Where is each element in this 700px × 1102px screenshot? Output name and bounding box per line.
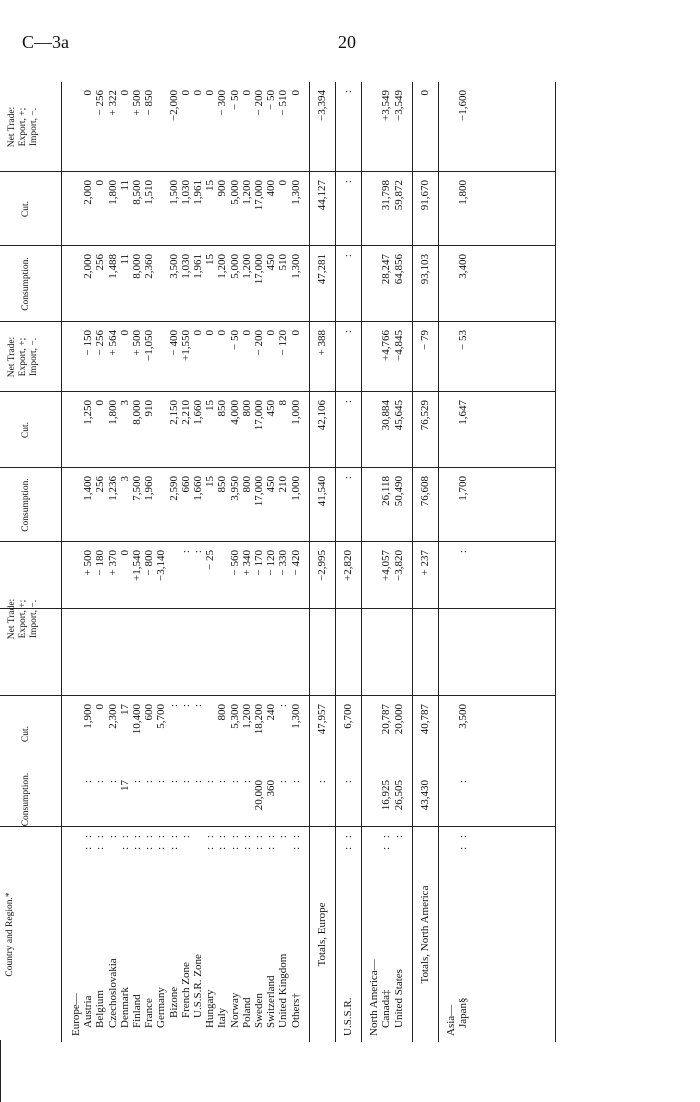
table-cell: 450 [265,476,278,493]
table-cell: 18,200 [253,704,265,735]
table-cell: 8,000 [131,400,143,425]
table-cell: 17 [118,780,131,791]
row-leader: : : [240,832,253,850]
table-cell: : [192,704,204,708]
table-cell: +2,820 [342,550,354,581]
row-leader: : : [143,832,156,850]
header-cut: Cut. [21,421,31,439]
country-name: Japan§ [457,997,470,1028]
pulpwood-table [0,82,556,1042]
table-cell: 5,700 [155,704,168,729]
table-cell: 660 [179,476,192,493]
table-cell: 0 [94,400,107,406]
table-cell: 4,000 [228,400,241,425]
table-cell: − 850 [143,90,156,116]
table-cell: : [315,780,328,784]
table-cell: 59,872 [392,180,405,211]
table-cell: 1,961 [192,254,204,279]
country-name: Hungary [204,989,217,1028]
row-leader: : : [228,832,241,850]
country-name: France [143,998,156,1028]
header-net-trade: Net Trade: [7,106,17,148]
table-cell: 2,000 [82,254,95,279]
table-cell: 400 [265,180,278,197]
table-cell: 1,647 [457,400,470,425]
table-cell: 40,787 [418,704,431,735]
table-cell: 450 [265,254,278,271]
table-cell: 26,118 [380,476,393,506]
table-cell: 3,500 [167,254,180,279]
table-cell: 800 [240,476,253,493]
table-cell: 15 [204,400,217,411]
table-cell: 1,961 [192,180,204,205]
table-cell: : [179,780,192,784]
table-cell: − 800 [143,550,156,576]
table-cell: : [277,780,290,784]
row-leader: : : [82,832,95,850]
table-cell: 0 [289,330,302,336]
row-leader: : : [167,832,180,850]
totals-rule [412,82,413,1042]
table-cell: 20,000 [392,704,405,735]
table-cell: 1,000 [289,400,302,425]
table-cell: : [342,254,354,258]
table-cell: + 564 [106,330,119,356]
table-cell: : [155,780,168,784]
table-cell: 11 [118,254,131,265]
table-cell: − 300 [216,90,229,116]
table-cell: −3,820 [392,550,405,581]
table-cell: − 420 [289,550,302,576]
country-name: United States [392,969,405,1028]
country-name: Denmark [118,987,131,1028]
table-cell: −3,140 [155,550,168,581]
table-cell: 5,300 [228,704,241,729]
country-name: Belgium [94,990,107,1028]
header-consumption: Consumption. [21,257,31,311]
country-name: Norway [228,992,241,1028]
country-name: Canada‡ [380,989,393,1028]
table-cell: 0 [118,550,131,556]
table-cell: − 120 [277,330,290,356]
table-cell: 3,400 [457,254,470,279]
table-cell: 1,000 [289,476,302,501]
table-cell: 5,000 [228,254,241,279]
table-cell: − 200 [253,330,265,356]
table-cell: 76,529 [418,400,431,431]
header-net-trade: Import, −. [29,107,39,147]
table-cell: 1,660 [192,400,204,425]
table-cell: 910 [143,400,156,417]
table-cell: : [289,780,302,784]
row-leader: : : [342,832,354,850]
table-cell: − 180 [94,550,107,576]
table-cell: 0 [82,90,95,96]
table-cell: 20,787 [380,704,393,735]
table-cell: : [167,704,180,708]
table-cell: 15 [204,180,217,191]
row-leader: : [277,832,290,839]
table-cell: 1,900 [82,704,95,729]
table-cell: − 120 [265,550,278,576]
table-cell: − 170 [253,550,265,576]
country-name: Czechoslovakia [106,958,119,1028]
country-name: French Zone [179,962,192,1018]
table-cell: 2,590 [167,476,180,501]
country-name: Italy [216,1007,229,1028]
table-cell: 0 [289,90,302,96]
table-cell: 11 [118,180,131,191]
table-cell: : [342,90,354,94]
table-cell: 16,925 [380,780,393,811]
table-cell: 1,488 [106,254,119,279]
row-leader: : [392,832,405,839]
table-cell: +4,057 [380,550,393,581]
totals-europe-label: Totals, Europe [315,902,328,967]
row-leader: : : [265,832,278,850]
table-cell: 20,000 [253,780,265,811]
table-cell: 64,856 [392,254,405,285]
table-cell: − 53 [457,330,470,350]
table-cell: + 237 [418,550,431,576]
table-cell: 0 [192,330,204,336]
table-cell: +1,550 [179,330,192,361]
table-cell: 28,247 [380,254,393,285]
totals-north-america-label: Totals, North America [418,885,431,984]
table-cell: + 500 [131,90,143,116]
table-cell: 0 [204,90,217,96]
table-cell: 47,957 [315,704,328,735]
table-cell: : [94,780,107,784]
row-leader: : : [131,832,143,850]
rotated-table-container [0,82,654,1042]
table-cell: 0 [240,90,253,96]
header-consumption: Consumption. [21,772,31,827]
table-cell: 1,250 [82,400,95,425]
table-cell: −1,050 [143,330,156,361]
row-leader: : [106,832,119,839]
table-cell: 900 [216,180,229,197]
table-cell: 1,500 [167,180,180,205]
row-leader: : : [94,832,107,850]
totals-rule [309,82,310,1042]
row-leader: : : [155,832,168,850]
header-consumption: Consumption. [21,478,31,532]
table-cell: 0 [240,330,253,336]
table-cell: 0 [204,330,217,336]
table-cell: 256 [94,476,107,493]
table-cell: : [457,780,470,784]
table-cell: 2,210 [179,400,192,425]
table-cell: 3,500 [457,704,470,729]
table-cell: 42,106 [315,400,328,431]
table-cell: −3,394 [315,90,328,121]
table-cell: 76,608 [418,476,431,507]
table-cell: : [342,476,354,480]
table-cell: 0 [94,180,107,186]
table-cell: : [277,704,290,708]
table-cell: 50,490 [392,476,405,507]
table-cell: : [179,550,192,554]
table-cell: : [342,180,354,184]
country-name: Bizone [167,986,180,1018]
table-cell: 1,800 [457,180,470,205]
table-cell: 8 [277,400,290,406]
table-cell: −2,000 [167,90,180,121]
table-cell: 210 [277,476,290,493]
table-cell: 31,798 [380,180,393,211]
table-cell: 1,510 [143,180,156,205]
header-net-trade: Import, −. [29,337,39,377]
header-net-trade: Net Trade: [7,336,17,378]
table-cell: 240 [265,704,278,721]
table-cell: 43,430 [418,780,431,811]
table-cell: − 25 [204,550,217,570]
table-cell: − 330 [277,550,290,576]
country-name: Austria [82,995,95,1028]
table-cell: 0 [418,90,431,96]
table-cell: 0 [118,90,131,96]
row-leader: : : [253,832,265,850]
table-cell: −4,845 [392,330,405,361]
row-leader: : : [118,832,131,850]
table-cell: 3 [118,476,131,482]
table-cell: 1,300 [289,254,302,279]
table-cell: : [240,780,253,784]
table-cell: −3,549 [392,90,405,121]
table-cell: 10,400 [131,704,143,735]
country-name: U.S.S.R. Zone [192,954,204,1018]
table-cell: 17,000 [253,180,265,211]
country-name: Finland [131,994,143,1028]
table-cell: − 150 [82,330,95,356]
table-cell: 17,000 [253,476,265,507]
header-bottom-rule [61,82,62,1042]
table-cell: 450 [265,400,278,417]
table-cell: 1,400 [82,476,95,501]
table-cell: + 500 [82,550,95,576]
table-cell: + 370 [106,550,119,576]
country-name: Switzerland [265,975,278,1028]
row-leader: : : [216,832,229,850]
table-cell: − 50 [265,90,278,110]
region-label-asia: Asia— [445,1004,457,1036]
row-leader: : : [457,832,470,850]
table-cell: − 256 [94,330,107,356]
table-cell: −2,995 [315,550,328,581]
table-cell: 1,800 [106,400,119,425]
table-cell: 2,300 [106,704,119,729]
table-cell: 0 [265,330,278,336]
row-leader: : : [204,832,217,850]
table-cell: 1,300 [289,180,302,205]
table-cell: 44,127 [315,180,328,211]
table-cell: − 79 [418,330,431,350]
row-leader: : [179,832,192,839]
table-cell: 17,000 [253,254,265,285]
table-cell: 6,700 [342,704,354,729]
table-cell: 510 [277,254,290,271]
table-cell: 1,236 [106,476,119,501]
table-cell: 1,030 [179,254,192,279]
table-cell: 15 [204,476,217,487]
table-cell: 850 [216,476,229,493]
table-cell: − 200 [253,90,265,116]
table-cell: : [167,780,180,784]
table-cell: 1,200 [240,180,253,205]
table-cell: 17 [118,704,131,715]
table-cell: − 50 [228,330,241,350]
table-cell: 17,000 [253,400,265,431]
table-cell: : [457,550,470,554]
table-cell: 256 [94,254,107,271]
table-cell: 91,670 [418,180,431,211]
region-label-ussr: U.S.S.R. [342,997,354,1036]
table-cell: 1,200 [240,254,253,279]
table-cell: 1,200 [240,704,253,729]
table-cell: 0 [118,330,131,336]
table-cell: 5,000 [228,180,241,205]
header-cut: Cut. [21,200,31,218]
table-cell: −1,600 [457,90,470,121]
header-net-trade: Export, +; [18,599,28,639]
country-name: Poland [240,997,253,1028]
table-cell: 1,960 [143,476,156,501]
table-cell: 8,000 [131,254,143,279]
table-cell: 47,281 [315,254,328,285]
table-cell: +3,549 [380,90,393,121]
table-cell: 1,660 [192,476,204,501]
table-cell: 26,505 [392,780,405,811]
table-cell: 800 [240,400,253,417]
table-cell: 0 [192,90,204,96]
table-cell: 0 [216,330,229,336]
table-cell: − 560 [228,550,241,576]
table-cell: +4,766 [380,330,393,361]
table-cell: 850 [216,400,229,417]
table-cell: : [192,550,204,554]
region-label-europe: Europe— [70,993,82,1036]
table-cell: : [204,780,217,784]
table-cell: 3,950 [228,476,241,501]
table-cell: 1,030 [179,180,192,205]
header-cut: Cut. [21,725,31,743]
table-cell: : [106,780,119,784]
table-cell: 15 [204,254,217,265]
table-cell: 1,200 [216,254,229,279]
table-cell: 0 [94,704,107,710]
table-cell: : [342,780,354,784]
country-name: Germany [155,987,168,1028]
table-cell: 8,500 [131,180,143,205]
table-cell: 2,150 [167,400,180,425]
table-cell: 93,103 [418,254,431,285]
table-cell: 2,360 [143,254,156,279]
table-cell: − 400 [167,330,180,356]
table-cell: : [342,330,354,334]
table-cell: : [179,704,192,708]
table-cell: 800 [216,704,229,721]
row-leader: : : [380,832,393,850]
table-cell: : [82,780,95,784]
table-cell: − 510 [277,90,290,116]
header-net-trade: Export, +; [18,107,28,147]
table-cell: : [192,780,204,784]
table-cell: +1,540 [131,550,143,581]
section-rule [335,82,336,1042]
binding-edge-line [0,1040,1,1102]
header-net-trade: Import, −. [29,599,39,639]
table-cell: 7,500 [131,476,143,501]
table-cell: 1,300 [289,704,302,729]
header-net-trade: Net Trade: [7,598,17,640]
table-cell: + 340 [240,550,253,576]
header-country-region: Country and Region.* [5,892,15,977]
table-cell: 1,700 [457,476,470,501]
section-rule [361,82,362,1042]
country-name: United Kingdom [277,953,290,1028]
table-cell: − 256 [94,90,107,116]
table-cell: : [342,400,354,404]
table-cell: 45,645 [392,400,405,431]
country-name: Sweden [253,993,265,1028]
table-cell: 360 [265,780,278,797]
page-code: C—3a [22,32,69,52]
page-number: 20 [338,32,356,52]
table-cell: : [228,780,241,784]
table-cell: : [143,780,156,784]
table-cell: : [216,780,229,784]
table-cell: 2,000 [82,180,95,205]
table-cell: 30,884 [380,400,393,431]
table-cell: 3 [118,400,131,406]
table-cell: : [131,780,143,784]
header-net-trade: Export, +; [18,337,28,377]
region-label-north-america: North America— [368,959,381,1036]
table-cell: + 322 [106,90,119,116]
table-cell: + 500 [131,330,143,356]
row-leader: : : [289,832,302,850]
table-cell: 0 [277,180,290,186]
table-cell: 41,540 [315,476,328,507]
table-cell: 1,800 [106,180,119,205]
table-cell: 0 [179,90,192,96]
table-cell: + 388 [315,330,328,356]
table-cell: − 50 [228,90,241,110]
section-rule [438,82,439,1042]
country-name: Others† [289,993,302,1028]
table-cell: 600 [143,704,156,721]
